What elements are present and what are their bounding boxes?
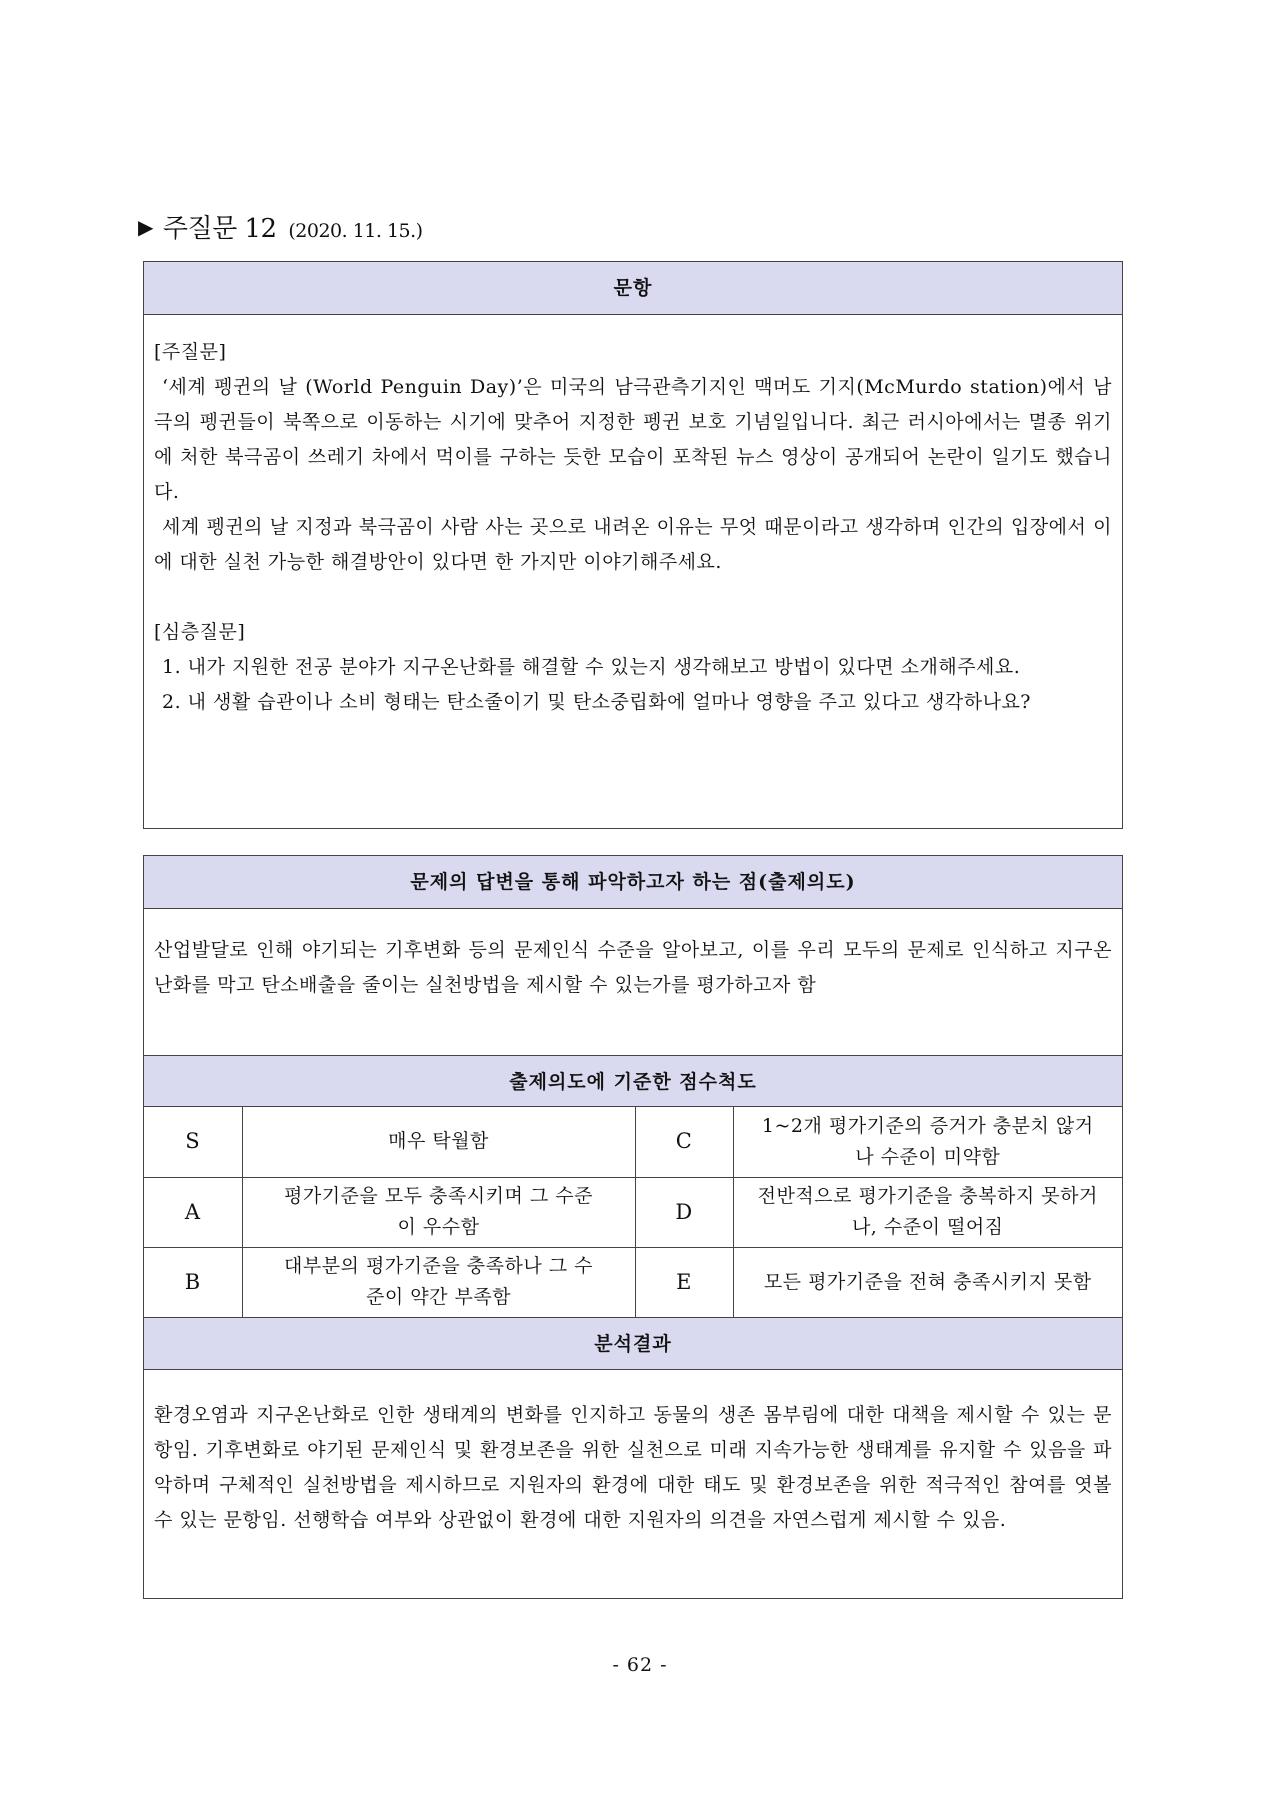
main-question-paragraph-1: ‘세계 펭귄의 날 (World Penguin Day)’은 미국의 남극관측기지인 맥머도 기지(McMurdo station)에서 남극의 펭귄들이 북쪽으로 이동하는 시기에 맞추어 지정한 펭귄 보호 기념일입니다. 최근 러시아에서는 멸종 위기에 처한 북극곰이 쓰레기 차에서 먹이를 구하는 듯한 모습이 포착된 뉴스 영상이 공개되어 논란이 일기도 했습니다. xyxy=(154,376,1112,503)
grade-description: 전반적으로 평가기준을 충복하지 못하거나, 수준이 떨어짐 xyxy=(733,1177,1122,1247)
section-title: 주질문 12 xyxy=(162,214,277,244)
main-question-label: [주질문] xyxy=(154,341,227,363)
analysis-text: 환경오염과 지구온난화로 인한 생태계의 변화를 인지하고 동물의 생존 몸부림에 대한 대책을 제시할 수 있는 문항임. 기후변화로 야기된 문제인식 및 환경보존을 위한 실천으로 미래 지속가능한 생태계를 유지할 수 있음을 파악하며 구체적인 실천방법을 제시하므로 지원자의 환경에 대한 태도 및 환경보존을 위한 적극적인 참여를 엿볼 수 있는 문항임. 선행학습 여부와 상관없이 환경에 대한 지원자의 의견을 자연스럽게 제시할 수 있음. xyxy=(154,1403,1112,1531)
page-number: - 62 - xyxy=(612,1654,668,1676)
table-row xyxy=(144,1107,1122,1177)
grade-cell: S xyxy=(144,1107,242,1177)
main-question-paragraph-2: 세계 펭귄의 날 지정과 북극곰이 사람 사는 곳으로 내려온 이유는 무엇 때문이라고 생각하며 인간의 입장에서 이에 대한 실천 가능한 해결방안이 있다면 한 가지만 이야기해주세요. xyxy=(154,516,1112,573)
analysis-header: 분석결과 xyxy=(144,1318,1122,1370)
grade-description: 1~2개 평가기준의 증거가 충분치 않거나 수준이 미약함 xyxy=(733,1107,1122,1177)
grade-description: 모든 평가기준을 전혀 충족시키지 못함 xyxy=(733,1247,1122,1317)
grade-cell: D xyxy=(635,1177,733,1247)
intent-box xyxy=(143,855,1123,1599)
grade-description: 대부분의 평가기준을 충족하나 그 수준이 약간 부족함 xyxy=(242,1247,635,1317)
question-content xyxy=(144,315,1122,720)
deep-question-2: 2. 내 생활 습관이나 소비 형태는 탄소줄이기 및 탄소중립화에 얼마나 영향을 주고 있다고 생각하나요? xyxy=(162,691,1031,713)
grade-description: 평가기준을 모두 충족시키며 그 수준이 우수함 xyxy=(242,1177,635,1247)
deep-question-1: 1. 내가 지원한 전공 분야가 지구온난화를 해결할 수 있는지 생각해보고 방법이 있다면 소개해주세요. xyxy=(162,656,1021,678)
score-scale-table xyxy=(144,1107,1122,1318)
table-row xyxy=(144,1247,1122,1317)
grade-cell: E xyxy=(635,1247,733,1317)
triangle-bullet-icon: ▶ xyxy=(138,215,153,239)
section-date: (2020. 11. 15.) xyxy=(288,220,423,242)
section-heading xyxy=(138,208,423,245)
table-row xyxy=(144,1177,1122,1247)
grade-cell: A xyxy=(144,1177,242,1247)
intent-text: 산업발달로 인해 야기되는 기후변화 등의 문제인식 수준을 알아보고, 이를 우리 모두의 문제로 인식하고 지구온난화를 막고 탄소배출을 줄이는 실천방법을 제시할 수 있는가를 평가하고자 함 xyxy=(154,939,1112,996)
grade-description: 매우 탁월함 xyxy=(242,1107,635,1177)
deep-question-label: [심층질문] xyxy=(154,621,246,643)
grade-cell: B xyxy=(144,1247,242,1317)
question-header: 문항 xyxy=(144,262,1122,315)
intent-header: 문제의 답변을 통해 파악하고자 하는 점(출제의도) xyxy=(144,856,1122,909)
question-box xyxy=(143,261,1123,829)
scale-header: 출제의도에 기준한 점수척도 xyxy=(144,1055,1122,1107)
grade-cell: C xyxy=(635,1107,733,1177)
